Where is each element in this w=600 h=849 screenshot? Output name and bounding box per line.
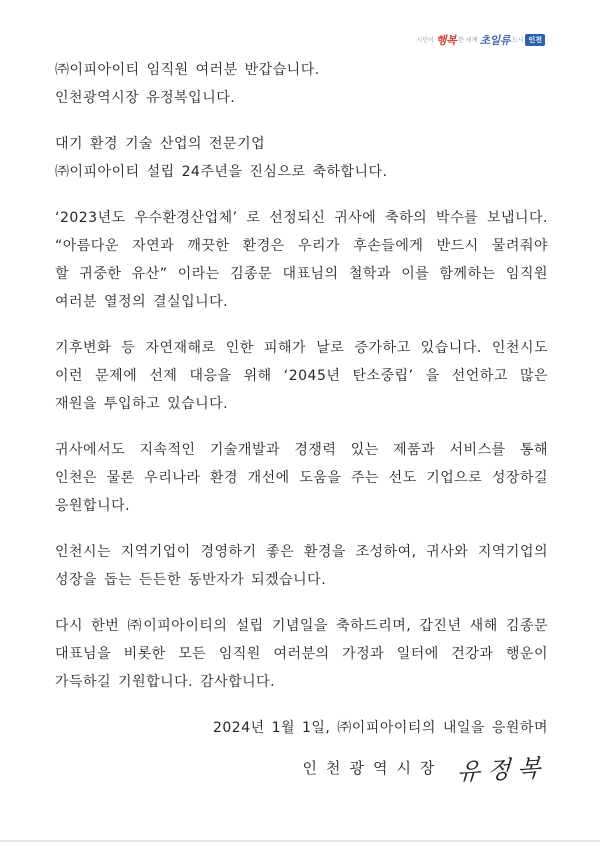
letter-line: 할 귀중한 유산” 이라는 김종문 대표님의 철학과 이를 함께하는 임직원 [55,266,548,282]
signer-title: 인천광역시장 [302,759,444,777]
logo-badge-incheon: 인천 [525,34,545,46]
logo-text-han-segye: 한 세계 [458,37,478,44]
logo-text-haengbok: 행복 [435,33,457,47]
paragraph-farewell [55,612,548,696]
letter-line: “아름다운 자연과 깨끗한 환경은 우리가 후손들에게 반드시 물려줘야 [55,238,548,254]
letter-line: 응원합니다. [55,498,131,514]
paragraph-support [55,436,548,520]
mayor-signature: 유정복 [456,753,549,787]
letter-line: 이런 문제에 선제 대응을 위해 ‘2045년 탄소중립’ 을 선언하고 많은 [55,368,548,384]
letter-line: 대기 환경 기술 산업의 전문기업 [55,136,266,152]
logo-text-choillyu: 초일류 [479,33,510,47]
letter-line: 대표님을 비롯한 모든 임직원 여러분의 가정과 일터에 건강과 행운이 [55,646,548,662]
paragraph-award [55,204,548,316]
letter-line: 가득하길 기원합니다. 감사합니다. [55,674,276,690]
letter-line: 여러분 열정의 결실입니다. [55,294,229,310]
letter-line: 재원을 투입하고 있습니다. [55,396,229,412]
letter-line: 인천은 물론 우리나라 환경 개선에 도움을 주는 선도 기업으로 성장하길 [55,470,548,486]
paragraph-climate [55,334,548,418]
date-line: 2024년 1월 1일, ㈜이피아이티의 내일을 응원하며 [212,720,548,736]
incheon-city-logo [417,31,545,48]
paragraph-partnership [55,538,548,594]
paragraph-anniversary [55,130,548,186]
logo-text-simin: 시민이 [416,37,434,44]
closing-block [55,714,548,785]
letter-line: ‘2023년도 우수환경산업체’ 로 선정되신 귀사에 축하의 박수를 보냅니다. [55,210,548,226]
signer-row [55,750,548,785]
paragraph-greeting [55,56,548,112]
letter-line: 인천시는 지역기업이 경영하기 좋은 환경을 조성하여, 귀사와 지역기업의 [55,544,548,560]
letter-line: 인천광역시장 유정복입니다. [55,90,236,106]
letter-line: 귀사에서도 지속적인 기술개발과 경쟁력 있는 제품과 서비스를 통해 [55,442,548,458]
letter-line: ㈜이피아이티 임직원 여러분 반갑습니다. [55,62,320,78]
logo-text-dosi: 도시 [511,37,524,44]
letter-line: 기후변화 등 자연재해로 인한 피해가 날로 증가하고 있습니다. 인천시도 [55,340,548,356]
letter-line: 성장을 돕는 든든한 동반자가 되겠습니다. [55,572,327,588]
letter-line: 다시 한번 ㈜이피아이티의 설립 기념일을 축하드리며, 갑진년 새해 김종문 [55,618,548,634]
letter-body [55,56,548,785]
letter-line: ㈜이피아이티 설립 24주년을 진심으로 축하합니다. [55,164,388,180]
page-edge-line [0,840,600,842]
